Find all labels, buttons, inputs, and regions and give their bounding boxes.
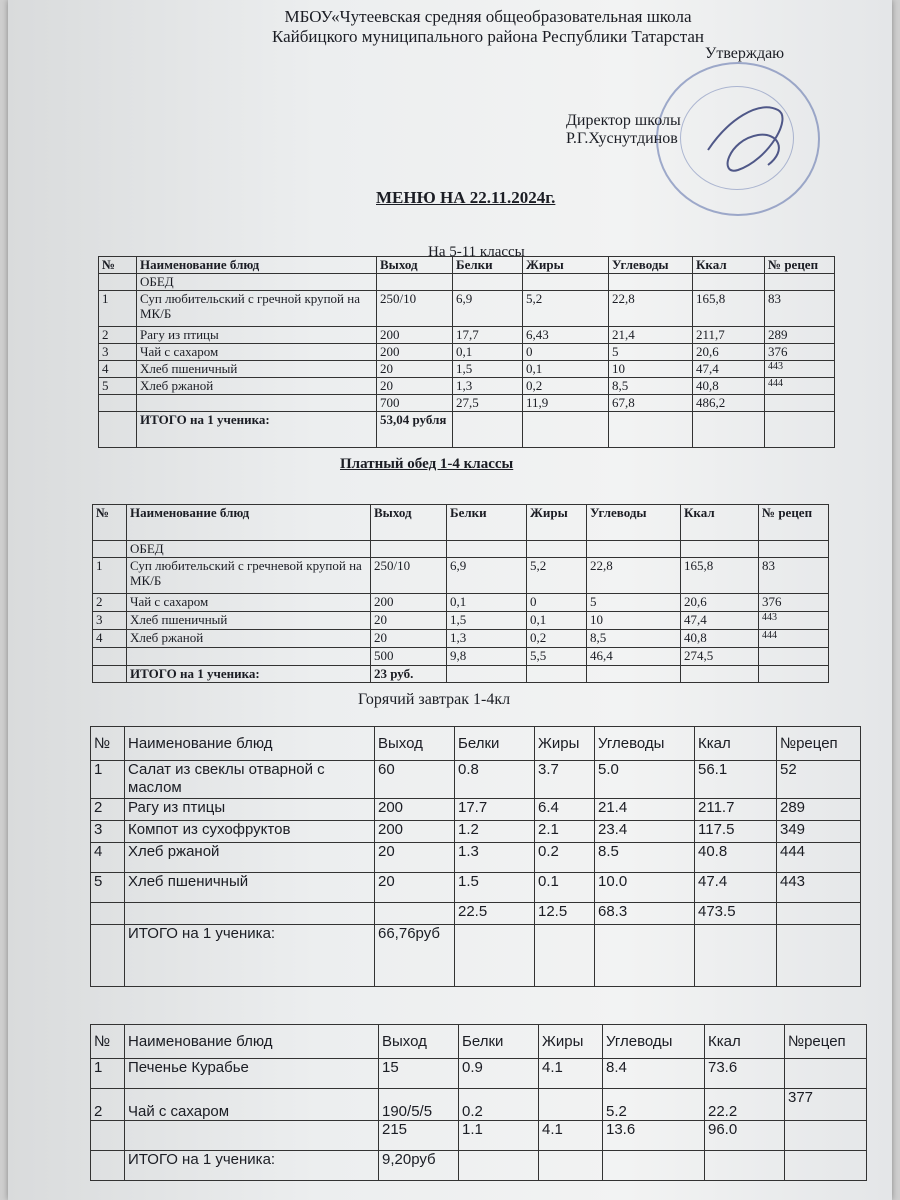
cell-fat: 0.2: [535, 843, 595, 873]
cell-num: 4: [91, 843, 125, 873]
total-kcal: 96.0: [705, 1121, 785, 1151]
cell-carbs: 5: [587, 594, 681, 612]
cell-fat: 0.1: [535, 873, 595, 903]
cell-fat: 5,2: [527, 558, 587, 594]
cell-protein: 1,5: [447, 612, 527, 630]
cell-dish: Чай с сахаром: [125, 1089, 379, 1121]
col-header-protein: Белки: [453, 257, 523, 274]
itogo-row: [91, 1151, 867, 1181]
total-yield: 500: [371, 648, 447, 666]
cell-recipe: 289: [777, 799, 861, 821]
col-header-fat: Жиры: [539, 1025, 603, 1059]
cell-carbs: 21,4: [609, 327, 693, 344]
cell-carbs: 5.2: [603, 1089, 705, 1121]
col-header-recipe: № рецеп: [765, 257, 835, 274]
cell-protein: 0.2: [459, 1089, 539, 1121]
cell-fat: 2.1: [535, 821, 595, 843]
cell-fat: 6,43: [523, 327, 609, 344]
cell-num: 1: [99, 291, 137, 327]
cell-protein: 0,1: [447, 594, 527, 612]
totals-row: [91, 1121, 867, 1151]
cell-yield: 190/5/5: [379, 1089, 459, 1121]
table-row: [91, 873, 861, 903]
cell-yield: 20: [377, 378, 453, 395]
cell-dish: Хлеб ржаной: [137, 378, 377, 395]
col-header-fat: Жиры: [527, 505, 587, 541]
col-header-fat: Жиры: [523, 257, 609, 274]
cell-yield: 250/10: [371, 558, 447, 594]
cell-dish: Чай с сахаром: [127, 594, 371, 612]
cell-carbs: 8,5: [609, 378, 693, 395]
itogo-price: 9,20руб: [379, 1151, 459, 1181]
cell-kcal: 40,8: [681, 630, 759, 648]
cell-protein: 6,9: [453, 291, 523, 327]
col-header-protein: Белки: [459, 1025, 539, 1059]
cell-carbs: 5: [609, 344, 693, 361]
cell-yield: 200: [377, 327, 453, 344]
cell-kcal: 22.2: [705, 1089, 785, 1121]
cell-fat: 0,2: [523, 378, 609, 395]
col-header-num: №: [99, 257, 137, 274]
cell-dish: Суп любительский с гречной крупой на МК/Б: [137, 291, 377, 327]
cell-fat: 0,2: [527, 630, 587, 648]
total-yield: 700: [377, 395, 453, 412]
total-yield: 215: [379, 1121, 459, 1151]
cell-recipe: 52: [777, 761, 861, 799]
total-carbs: 67,8: [609, 395, 693, 412]
cell-protein: 6,9: [447, 558, 527, 594]
col-header-recipe: №рецеп: [785, 1025, 867, 1059]
cell-kcal: 165,8: [681, 558, 759, 594]
cell-fat: 4.1: [539, 1059, 603, 1089]
col-header-num: №: [91, 727, 125, 761]
cell-protein: 1,5: [453, 361, 523, 378]
cell-recipe: 377: [785, 1089, 867, 1121]
cell-dish: Компот из сухофруктов: [125, 821, 375, 843]
cell-protein: 1,3: [453, 378, 523, 395]
cell-fat: 3.7: [535, 761, 595, 799]
cell-num: 3: [93, 612, 127, 630]
itogo-label: ИТОГО на 1 ученика:: [125, 1151, 379, 1181]
cell-recipe: 349: [777, 821, 861, 843]
table-row: [91, 1059, 867, 1089]
col-header-protein: Белки: [455, 727, 535, 761]
cell-recipe: 83: [765, 291, 835, 327]
cell-dish: Суп любительский с гречневой крупой на МК/Б: [127, 558, 371, 594]
total-kcal: 274,5: [681, 648, 759, 666]
itogo-price: 66,76руб: [375, 925, 455, 987]
table-row: [99, 344, 835, 361]
total-kcal: 486,2: [693, 395, 765, 412]
cell-num: 2: [91, 799, 125, 821]
totals-row: [99, 395, 835, 412]
cell-dish: Хлеб ржаной: [127, 630, 371, 648]
director-name: Р.Г.Хуснутдинов: [566, 130, 678, 147]
cell-dish: Рагу из птицы: [137, 327, 377, 344]
col-header-dish: Наименование блюд: [127, 505, 371, 541]
col-header-carbs: Углеводы: [595, 727, 695, 761]
cell-recipe: [785, 1059, 867, 1089]
cell-kcal: 47,4: [693, 361, 765, 378]
total-protein: 22.5: [455, 903, 535, 925]
cell-kcal: 40.8: [695, 843, 777, 873]
total-protein: 27,5: [453, 395, 523, 412]
approve-label: Утверждаю: [705, 45, 785, 62]
col-header-carbs: Углеводы: [609, 257, 693, 274]
cell-num: 4: [99, 361, 137, 378]
col-header-kcal: Ккал: [681, 505, 759, 541]
total-fat: 11,9: [523, 395, 609, 412]
section3-caption: Горячий завтрак 1-4кл: [358, 691, 511, 708]
org-name-line1: МБОУ«Чутеевская средняя общеобразовательная школа: [284, 7, 692, 26]
director-signature: [698, 80, 808, 190]
cell-fat: 5,2: [523, 291, 609, 327]
cell-dish: Хлеб ржаной: [125, 843, 375, 873]
cell-recipe: 443: [777, 873, 861, 903]
cell-protein: 0.9: [459, 1059, 539, 1089]
col-header-recipe: № рецеп: [759, 505, 829, 541]
cell-yield: 15: [379, 1059, 459, 1089]
totals-row: [93, 648, 829, 666]
cell-carbs: 10: [587, 612, 681, 630]
col-header-dish: Наименование блюд: [125, 727, 375, 761]
total-carbs: 46,4: [587, 648, 681, 666]
cell-kcal: 73.6: [705, 1059, 785, 1089]
cell-protein: 1.3: [455, 843, 535, 873]
cell-yield: 200: [377, 344, 453, 361]
col-header-carbs: Углеводы: [603, 1025, 705, 1059]
itogo-row: [91, 925, 861, 987]
table-row: [99, 327, 835, 344]
col-header-yield: Выход: [377, 257, 453, 274]
cell-recipe: 289: [765, 327, 835, 344]
total-carbs: 13.6: [603, 1121, 705, 1151]
table-row: [93, 558, 829, 594]
cell-protein: 1.2: [455, 821, 535, 843]
cell-carbs: 23.4: [595, 821, 695, 843]
cell-recipe: 443: [765, 361, 835, 378]
table-row: [99, 361, 835, 378]
cell-yield: 20: [375, 843, 455, 873]
cell-num: 2: [91, 1089, 125, 1121]
total-fat: 12.5: [535, 903, 595, 925]
cell-kcal: 117.5: [695, 821, 777, 843]
col-header-fat: Жиры: [535, 727, 595, 761]
cell-protein: 0,1: [453, 344, 523, 361]
cell-dish: Салат из свеклы отварной с маслом: [125, 761, 375, 799]
col-header-dish: Наименование блюд: [137, 257, 377, 274]
group-row: [93, 541, 829, 558]
table-row: [99, 291, 835, 327]
cell-dish: Печенье Курабье: [125, 1059, 379, 1089]
cell-recipe: 376: [765, 344, 835, 361]
col-header-yield: Выход: [371, 505, 447, 541]
cell-kcal: 211,7: [693, 327, 765, 344]
col-header-num: №: [91, 1025, 125, 1059]
cell-recipe: 376: [759, 594, 829, 612]
itogo-label: ИТОГО на 1 ученика:: [137, 412, 377, 448]
cell-carbs: 8.5: [595, 843, 695, 873]
table-row: [93, 594, 829, 612]
cell-carbs: 22,8: [587, 558, 681, 594]
cell-carbs: 5.0: [595, 761, 695, 799]
cell-recipe: 444: [765, 378, 835, 395]
cell-protein: 1.5: [455, 873, 535, 903]
table-header-row: [93, 505, 829, 541]
cell-kcal: 40,8: [693, 378, 765, 395]
cell-protein: 17,7: [453, 327, 523, 344]
itogo-price: 53,04 рубля: [377, 412, 453, 448]
menu-table-snack: [90, 1024, 867, 1181]
cell-fat: 6.4: [535, 799, 595, 821]
table-header-row: [99, 257, 835, 274]
group-label: ОБЕД: [127, 541, 371, 558]
cell-dish: Хлеб пшеничный: [127, 612, 371, 630]
cell-num: 2: [99, 327, 137, 344]
cell-dish: Чай с сахаром: [137, 344, 377, 361]
cell-fat: [539, 1089, 603, 1121]
cell-fat: 0: [523, 344, 609, 361]
cell-num: 5: [99, 378, 137, 395]
cell-num: 3: [91, 821, 125, 843]
table-row: [91, 1089, 867, 1121]
cell-num: 4: [93, 630, 127, 648]
total-kcal: 473.5: [695, 903, 777, 925]
table-row: [91, 821, 861, 843]
itogo-label: ИТОГО на 1 ученика:: [127, 666, 371, 683]
col-header-protein: Белки: [447, 505, 527, 541]
document-page: [8, 0, 892, 1200]
cell-kcal: 47,4: [681, 612, 759, 630]
cell-yield: 200: [375, 821, 455, 843]
cell-kcal: 20,6: [681, 594, 759, 612]
cell-dish: Хлеб пшеничный: [137, 361, 377, 378]
cell-protein: 17.7: [455, 799, 535, 821]
col-header-num: №: [93, 505, 127, 541]
cell-num: 2: [93, 594, 127, 612]
cell-num: 1: [91, 1059, 125, 1089]
table-row: [93, 612, 829, 630]
cell-kcal: 165,8: [693, 291, 765, 327]
cell-num: 1: [93, 558, 127, 594]
cell-carbs: 10: [609, 361, 693, 378]
director-position: Директор школы: [566, 112, 681, 129]
cell-num: 1: [91, 761, 125, 799]
cell-recipe: 444: [777, 843, 861, 873]
cell-dish: Рагу из птицы: [125, 799, 375, 821]
menu-title: МЕНЮ НА 22.11.2024г.: [376, 188, 556, 207]
itogo-row: [99, 412, 835, 448]
table-row: [93, 630, 829, 648]
section2-caption: Платный обед 1-4 классы: [340, 456, 514, 472]
col-header-kcal: Ккал: [695, 727, 777, 761]
total-carbs: 68.3: [595, 903, 695, 925]
table-row: [91, 843, 861, 873]
cell-carbs: 10.0: [595, 873, 695, 903]
cell-yield: 250/10: [377, 291, 453, 327]
cell-num: 3: [99, 344, 137, 361]
menu-table-5-11: [98, 256, 835, 448]
cell-yield: 20: [377, 361, 453, 378]
cell-yield: 20: [371, 612, 447, 630]
total-protein: 1.1: [459, 1121, 539, 1151]
cell-kcal: 211.7: [695, 799, 777, 821]
cell-recipe: 444: [759, 630, 829, 648]
total-protein: 9,8: [447, 648, 527, 666]
cell-fat: 0,1: [523, 361, 609, 378]
menu-table-hot-breakfast: [90, 726, 861, 987]
totals-row: [91, 903, 861, 925]
total-fat: 4.1: [539, 1121, 603, 1151]
cell-recipe: 83: [759, 558, 829, 594]
table-row: [91, 761, 861, 799]
cell-carbs: 8.4: [603, 1059, 705, 1089]
cell-kcal: 47.4: [695, 873, 777, 903]
itogo-row: [93, 666, 829, 683]
cell-protein: 0.8: [455, 761, 535, 799]
table-row: [99, 378, 835, 395]
org-name-line2: Кайбицкого муниципального района Республики Татарстан: [271, 27, 704, 46]
table-header-row: [91, 727, 861, 761]
cell-recipe: 443: [759, 612, 829, 630]
cell-kcal: 20,6: [693, 344, 765, 361]
group-row: [99, 274, 835, 291]
table-row: [91, 799, 861, 821]
table-header-row: [91, 1025, 867, 1059]
cell-yield: 200: [375, 799, 455, 821]
total-fat: 5,5: [527, 648, 587, 666]
cell-kcal: 56.1: [695, 761, 777, 799]
section1-caption: На 5-11 классы: [428, 244, 525, 260]
cell-yield: 200: [371, 594, 447, 612]
itogo-label: ИТОГО на 1 ученика:: [125, 925, 375, 987]
itogo-price: 23 руб.: [371, 666, 447, 683]
cell-carbs: 8,5: [587, 630, 681, 648]
col-header-dish: Наименование блюд: [125, 1025, 379, 1059]
cell-carbs: 22,8: [609, 291, 693, 327]
col-header-carbs: Углеводы: [587, 505, 681, 541]
cell-fat: 0: [527, 594, 587, 612]
cell-num: 5: [91, 873, 125, 903]
cell-dish: Хлеб пшеничный: [125, 873, 375, 903]
cell-yield: 60: [375, 761, 455, 799]
cell-fat: 0,1: [527, 612, 587, 630]
cell-carbs: 21.4: [595, 799, 695, 821]
col-header-yield: Выход: [375, 727, 455, 761]
cell-yield: 20: [375, 873, 455, 903]
menu-table-paid-lunch: [92, 504, 829, 683]
cell-protein: 1,3: [447, 630, 527, 648]
col-header-kcal: Ккал: [705, 1025, 785, 1059]
col-header-recipe: №рецеп: [777, 727, 861, 761]
col-header-yield: Выход: [379, 1025, 459, 1059]
cell-yield: 20: [371, 630, 447, 648]
group-label: ОБЕД: [137, 274, 377, 291]
col-header-kcal: Ккал: [693, 257, 765, 274]
